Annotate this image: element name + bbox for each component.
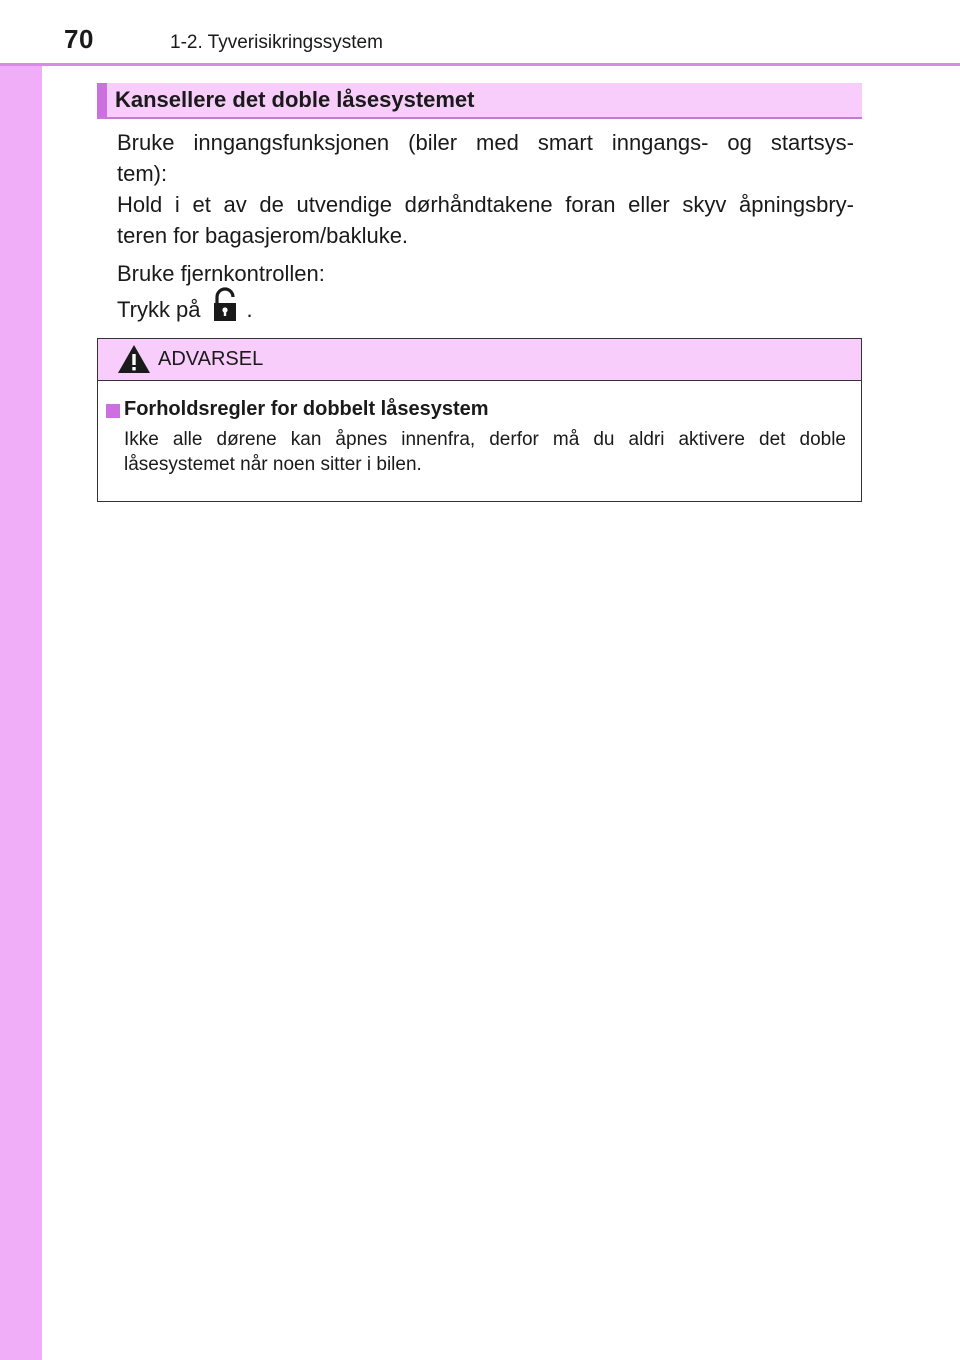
section-heading xyxy=(97,83,862,119)
text-line: tem): xyxy=(117,161,168,186)
text-line: Bruke inngangsfunksjonen (biler med smart inngangs- og startsys- xyxy=(117,130,854,155)
paragraph-entry-function xyxy=(117,127,854,251)
side-margin-strip xyxy=(0,0,42,1360)
paragraph-remote-control xyxy=(117,258,854,333)
warning-box xyxy=(97,338,862,502)
section-title: Kansellere det doble låsesystemet xyxy=(115,87,475,112)
text-line-with-icon xyxy=(117,289,854,333)
section-accent-bar xyxy=(97,83,107,117)
top-band xyxy=(0,0,960,64)
warning-label: ADVARSEL xyxy=(158,348,264,370)
text-line: låsesystemet når noen sitter i bilen. xyxy=(124,454,422,475)
text-fragment: Trykk på xyxy=(117,296,201,322)
page-number: 70 xyxy=(64,24,94,54)
text-line: Bruke fjernkontrollen: xyxy=(117,261,325,286)
unlock-icon xyxy=(211,287,241,331)
bullet-square-icon xyxy=(106,404,120,418)
warning-triangle-icon xyxy=(116,343,152,380)
header-rule xyxy=(0,63,960,66)
warning-item-text xyxy=(124,427,846,477)
text-fragment: . xyxy=(246,296,253,322)
warning-header xyxy=(98,339,861,381)
text-line: teren for bagasjerom/bakluke. xyxy=(117,223,409,248)
chapter-title: 1-2. Tyverisikringssystem xyxy=(170,32,383,53)
warning-item-title: Forholdsregler for dobbelt låsesystem xyxy=(124,398,489,420)
text-line: Ikke alle dørene kan åpnes innenfra, derfor må du aldri aktivere det doble xyxy=(124,429,846,450)
text-line: Hold i et av de utvendige dørhåndtakene foran eller skyv åpningsbry- xyxy=(117,192,854,217)
